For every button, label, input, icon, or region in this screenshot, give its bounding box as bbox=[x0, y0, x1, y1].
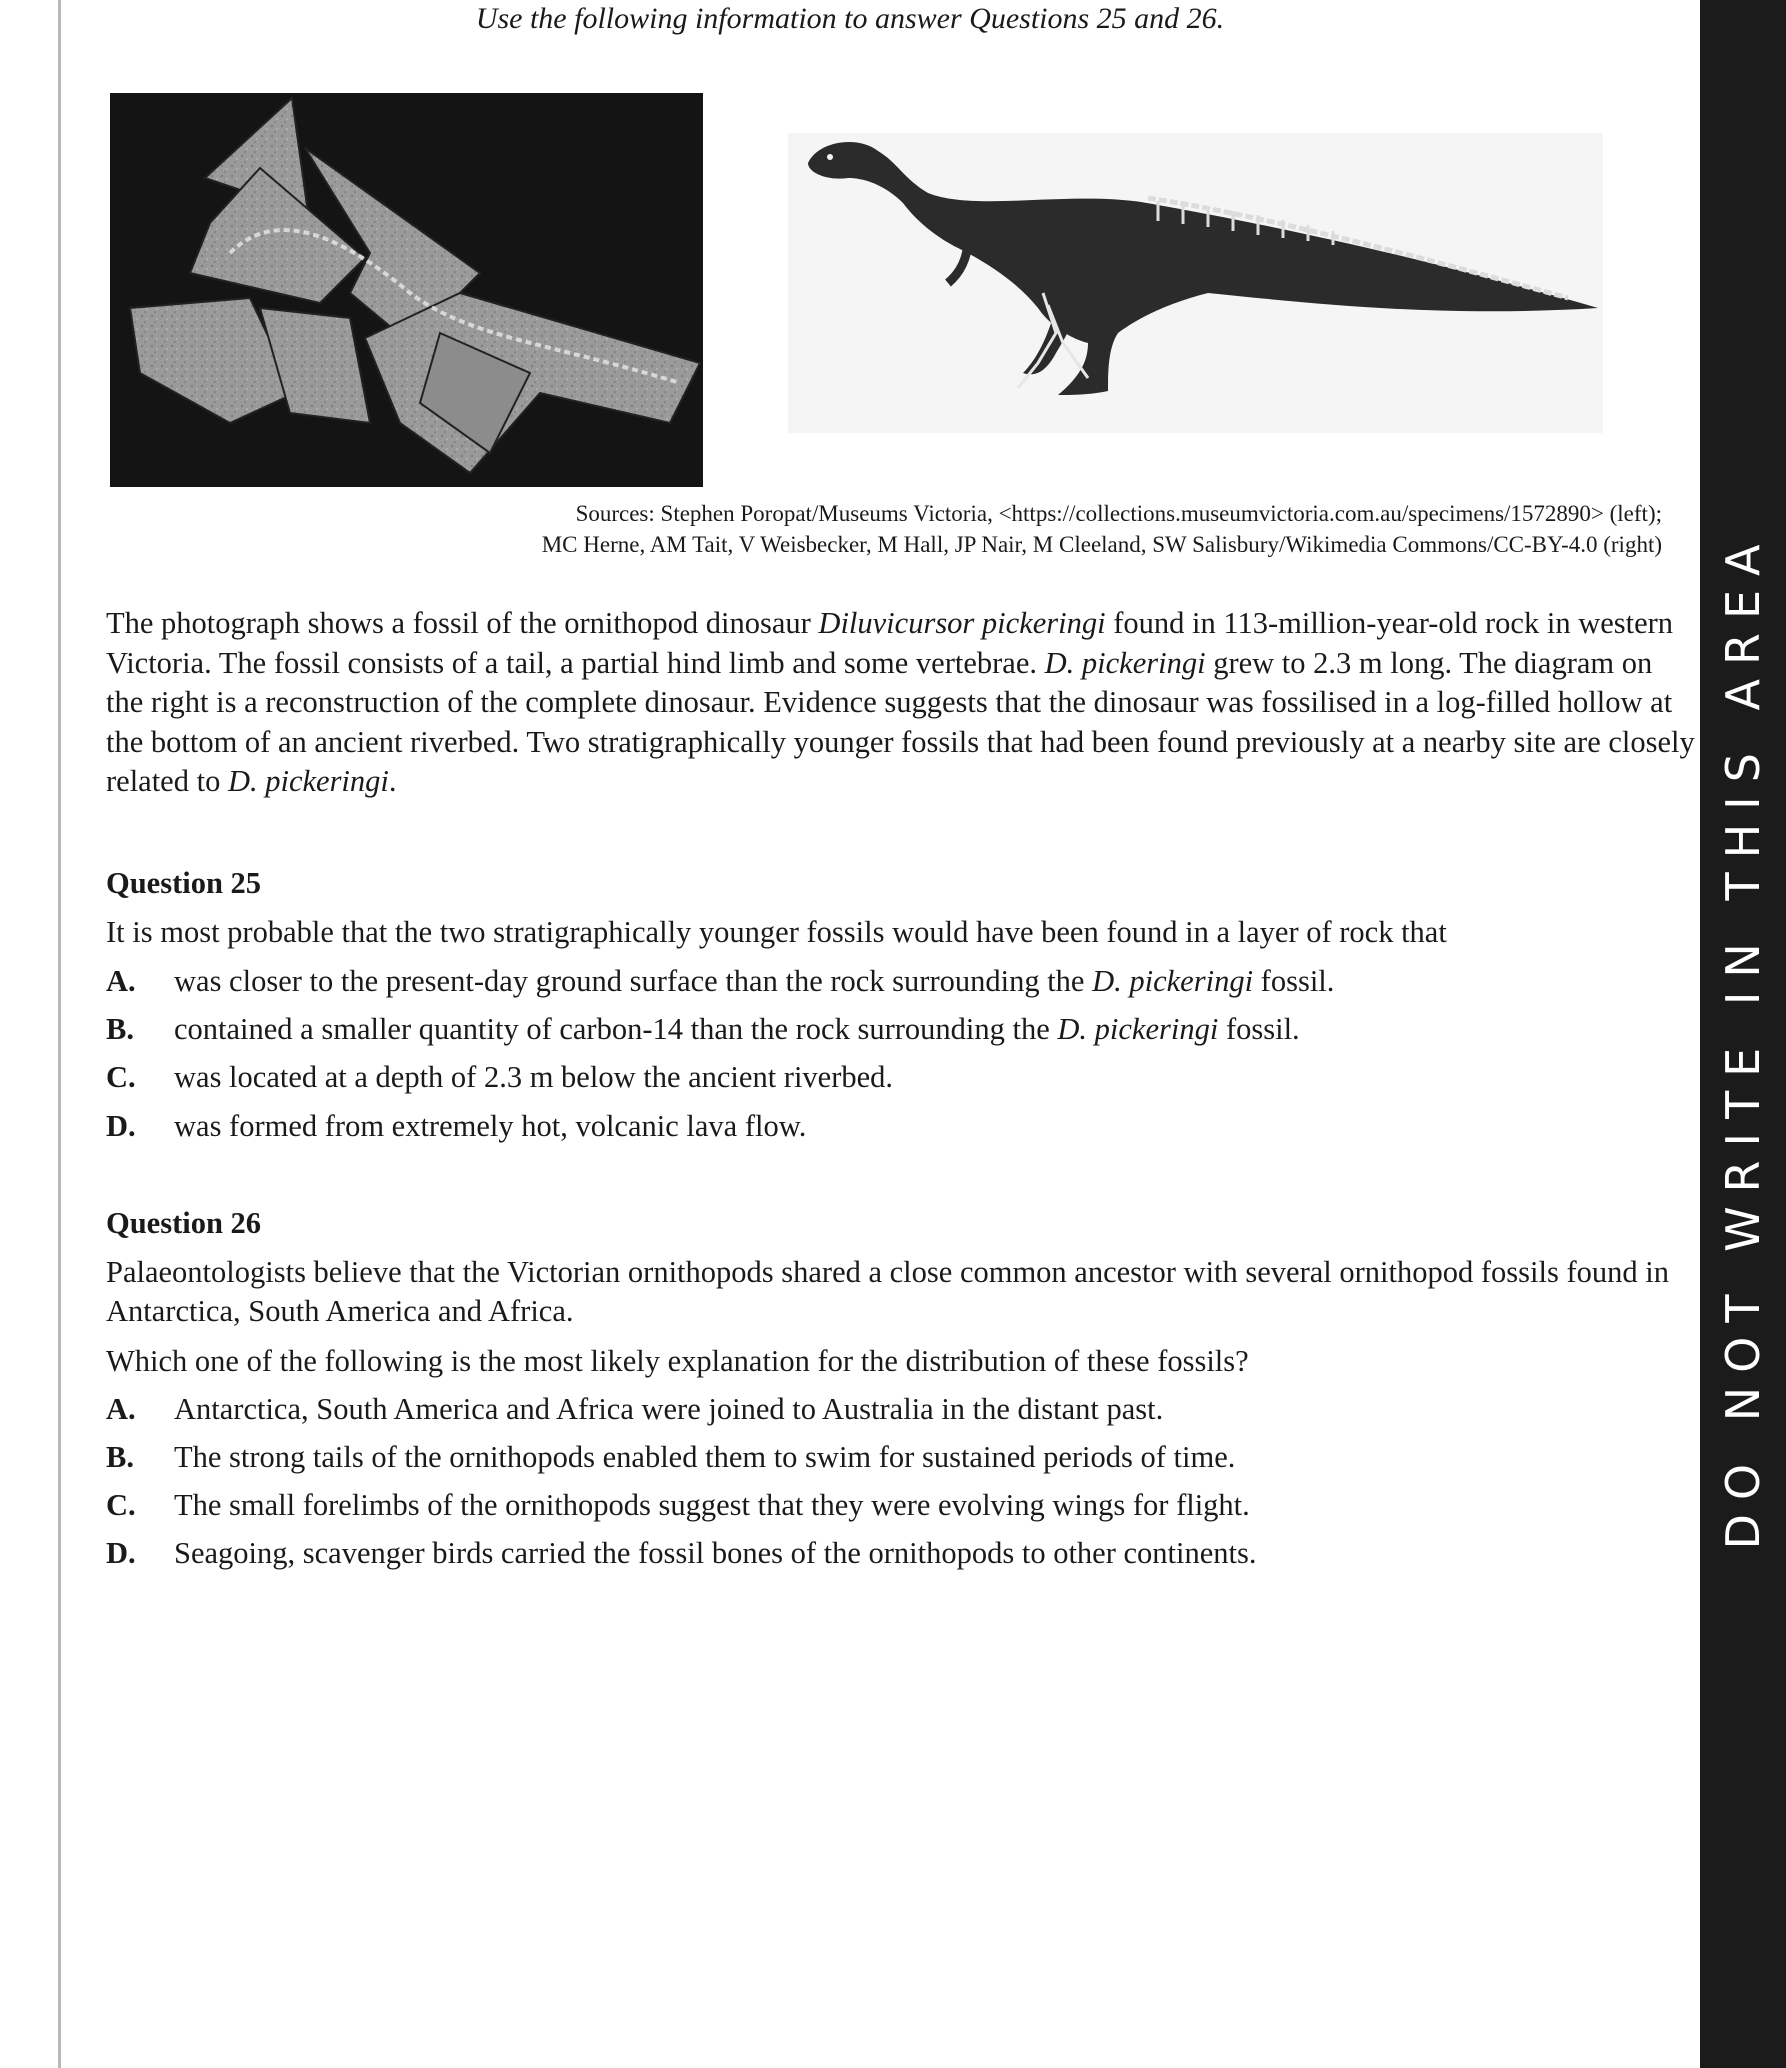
do-not-write-label: DO NOT WRITE IN THIS AREA bbox=[1716, 530, 1770, 1550]
option-text: was located at a depth of 2.3 m below the ancient riverbed. bbox=[174, 1060, 894, 1094]
question-25-stem: It is most probable that the two stratigraphically younger fossils would have been found in a layer of rock that bbox=[106, 915, 1447, 949]
option-letter: B. bbox=[106, 1012, 134, 1046]
option-text: fossil. bbox=[1218, 1012, 1300, 1046]
option-text: Antarctica, South America and Africa were joined to Australia in the distant past. bbox=[174, 1392, 1164, 1426]
option-letter: A. bbox=[106, 1392, 136, 1426]
sources-line-2: MC Herne, AM Tait, V Weisbecker, M Hall, JP Nair, M Cleeland, SW Salisbury/Wikimedia Commons/CC-BY-4.0 (right) bbox=[541, 532, 1662, 557]
question-26-stem-1: Palaeontologists believe that the Victorian ornithopods shared a close common ancestor with several ornithopod fossils found in Antarctica, South America and Africa. bbox=[106, 1255, 1669, 1328]
option-text: was closer to the present-day ground surface than the rock surrounding the bbox=[174, 964, 1093, 998]
fossil-photograph bbox=[110, 93, 703, 487]
question-26-title: Question 26 bbox=[106, 1206, 262, 1240]
question-25-option-b bbox=[106, 1009, 1696, 1049]
passage-text: found in 113-million-year-old rock in western Victoria. The fossil consists of a tail, a partial hind limb and some vertebrae. bbox=[106, 606, 1674, 680]
species-name: D. pickeringi bbox=[1057, 1012, 1219, 1046]
image-sources-credit bbox=[542, 498, 1662, 560]
passage bbox=[106, 604, 1696, 802]
question-25-option-d bbox=[106, 1106, 1696, 1146]
passage-text: . bbox=[388, 764, 397, 798]
option-text: was formed from extremely hot, volcanic lava flow. bbox=[174, 1109, 807, 1143]
question-26-stem-2: Which one of the following is the most likely explanation for the distribution of these fossils? bbox=[106, 1344, 1249, 1378]
question-26-option-a bbox=[106, 1389, 1696, 1429]
option-text: The strong tails of the ornithopods enabled them to swim for sustained periods of time. bbox=[174, 1440, 1236, 1474]
species-name: D. pickeringi bbox=[1092, 964, 1254, 998]
question-26-option-c bbox=[106, 1485, 1696, 1525]
question-25-option-c bbox=[106, 1057, 1696, 1097]
option-text: fossil. bbox=[1253, 964, 1335, 998]
option-letter: D. bbox=[106, 1109, 136, 1143]
species-name: Diluvicursor pickeringi bbox=[818, 606, 1106, 640]
option-letter: B. bbox=[106, 1440, 134, 1474]
intro-instruction: Use the following information to answer Questions 25 and 26. bbox=[475, 2, 1225, 35]
species-name: D. pickeringi bbox=[1044, 645, 1206, 680]
do-not-write-margin bbox=[1700, 0, 1786, 2068]
option-letter: D. bbox=[106, 1536, 136, 1570]
left-margin-rule bbox=[58, 0, 61, 2068]
option-letter: C. bbox=[106, 1060, 136, 1094]
option-letter: C. bbox=[106, 1488, 136, 1522]
option-text: Seagoing, scavenger birds carried the fossil bones of the ornithopods to other continents. bbox=[174, 1536, 1257, 1570]
dinosaur-reconstruction-diagram bbox=[788, 133, 1603, 433]
option-text: The small forelimbs of the ornithopods suggest that they were evolving wings for flight. bbox=[174, 1488, 1250, 1522]
question-25-title: Question 25 bbox=[106, 866, 262, 900]
question-26-option-d bbox=[106, 1533, 1696, 1573]
option-text: contained a smaller quantity of carbon-14 than the rock surrounding the bbox=[174, 1012, 1058, 1046]
sources-line-1: Sources: Stephen Poropat/Museums Victoria, <https://collections.museumvictoria.com.au/specimens/1572890> (left); bbox=[575, 501, 1662, 526]
question-26-option-b bbox=[106, 1437, 1696, 1477]
passage-text: The photograph shows a fossil of the ornithopod dinosaur bbox=[106, 606, 819, 640]
passage-text: grew to 2.3 m long. The diagram on the right is a reconstruction of the complete dinosaur. Evidence suggests that the dinosaur was fossilised in a log-filled hollow at the bottom of an ancient riverbed. Two stratigraphically younger fossils that had been found previously at a nearby site are closely related to bbox=[106, 645, 1695, 798]
option-letter: A. bbox=[106, 964, 136, 998]
species-name: D. pickeringi bbox=[227, 764, 389, 798]
question-25-option-a bbox=[106, 961, 1696, 1001]
